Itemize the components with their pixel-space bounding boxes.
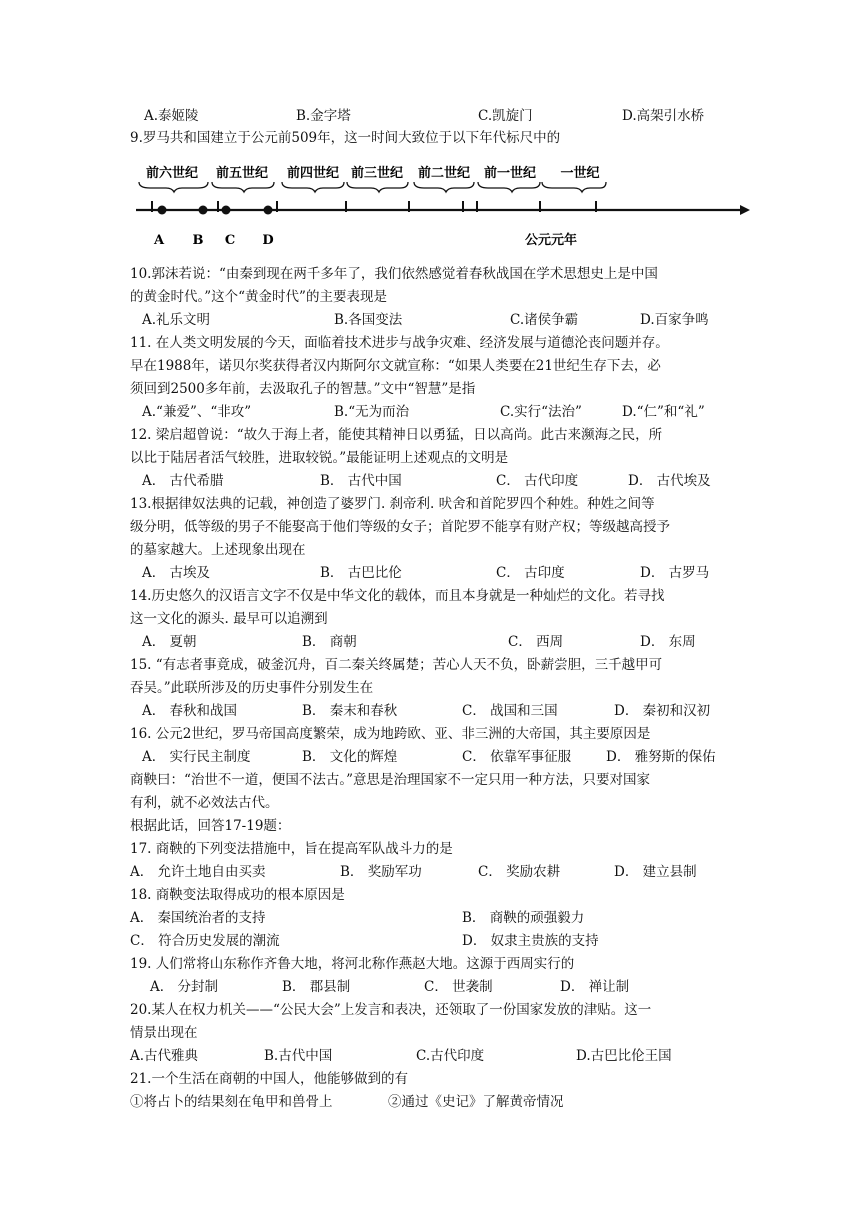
q19-option-a: A． 分封制 xyxy=(150,979,219,995)
q13-option-d: D． 古罗马 xyxy=(640,565,710,581)
q18-line: 18. 商鞅变法取得成功的根本原因是 xyxy=(130,887,345,903)
q16-option-a: A． 实行民主制度 xyxy=(142,749,251,765)
q21-item: ①将占卜的结果刻在龟甲和兽骨上 xyxy=(130,1094,333,1110)
q13-option-a: A． 古埃及 xyxy=(142,565,211,581)
q11-line: 11. 在人类文明发展的今天，面临着技术进步与战争灾难、经济发展与道德沦丧问题并存。 xyxy=(130,335,669,351)
q20-line: 20.某人在权力机关——“公民大会”上发言和表决，还领取了一份国家发放的津贴。这一 xyxy=(130,1002,652,1018)
q15-option-b: B． 秦末和春秋 xyxy=(302,703,398,719)
point-a-dot xyxy=(158,206,167,215)
century-label: 前二世纪 xyxy=(417,166,471,181)
q12-option-b: B． 古代中国 xyxy=(320,473,402,489)
point-d-dot xyxy=(264,206,273,215)
q17-line: 17. 商鞅的下列变法措施中，旨在提高军队战斗力的是 xyxy=(130,841,453,857)
century-label: 前一世纪 xyxy=(483,166,537,181)
q13-option-b: B． 古巴比伦 xyxy=(320,565,402,581)
q15-option-d: D． 秦初和汉初 xyxy=(614,703,711,719)
q20-option-b: B.古代中国 xyxy=(264,1048,333,1064)
passage-line: 商鞅曰：“治世不一道，便国不法古。”意思是治理国家不一定只用一种方法，只要对国家 xyxy=(130,772,651,788)
q13-line: 的墓家越大。上述现象出现在 xyxy=(130,542,306,558)
q14-option-a: A． 夏朝 xyxy=(142,634,197,650)
q18-option-d: D． 奴隶主贵族的支持 xyxy=(462,933,599,949)
point-c-dot xyxy=(222,206,231,215)
point-d-label: D xyxy=(262,233,274,248)
q20-option-c: C.古代印度 xyxy=(416,1048,485,1064)
q15-line: 吞吴。”此联所涉及的历史事件分别发生在 xyxy=(130,680,374,696)
q11-line: 早在1988年，诺贝尔奖获得者汉内斯阿尔文就宣称：“如果人类要在21世纪生存下去，必 xyxy=(130,358,661,374)
q10-line: 10.郭沫若说：“由秦到现在两千多年了，我们依然感觉着春秋战国在学术思想史上是中国 xyxy=(130,266,658,282)
point-c-label: C xyxy=(224,233,236,248)
q18-option-c: C． 符合历史发展的潮流 xyxy=(130,933,280,949)
q10-option-c: C.诸侯争霸 xyxy=(510,312,579,328)
passage-line: 根据此话，回答17-19题： xyxy=(130,818,291,834)
q10-line: 的黄金时代。”这个“黄金时代”的主要表现是 xyxy=(130,289,387,305)
century-label: 前四世纪 xyxy=(286,166,340,181)
q12-option-a: A． 古代希腊 xyxy=(142,473,224,489)
q11-option-a: A.“兼爱”、“非攻” xyxy=(142,404,252,420)
q19-option-d: D． 禅让制 xyxy=(560,979,630,995)
q10-option-b: B.各国变法 xyxy=(334,312,403,328)
q17-option-d: D． 建立县制 xyxy=(614,864,697,880)
q12-line: 以比于陆居者活气较胜，进取较锐。”最能证明上述观点的文明是 xyxy=(130,450,509,466)
q18-option-a: A． 秦国统治者的支持 xyxy=(130,910,266,926)
q16-option-b: B． 文化的辉煌 xyxy=(302,749,398,765)
q17-option-a: A． 允许土地自由买卖 xyxy=(130,864,266,880)
q8-option-b: B.金字塔 xyxy=(296,108,351,124)
q20-option-d: D.古巴比伦王国 xyxy=(576,1048,672,1064)
q19-option-c: C． 世袭制 xyxy=(424,979,493,995)
point-b-dot xyxy=(199,206,208,215)
q13-line: 级分明，低等级的男子不能娶高于他们等级的女子；首陀罗不能享有财产权；等级越高授予 xyxy=(130,519,670,535)
point-b-label: B xyxy=(192,233,204,248)
q10-option-d: D.百家争鸣 xyxy=(640,312,709,328)
q14-option-d: D． 东周 xyxy=(640,634,696,650)
q17-option-c: C． 奖励农耕 xyxy=(478,864,561,880)
q15-option-a: A． 春秋和战国 xyxy=(142,703,238,719)
century-label: 一世纪 xyxy=(560,166,600,181)
q15-option-c: C． 战国和三国 xyxy=(462,703,558,719)
q11-option-c: C.实行“法治” xyxy=(500,404,582,420)
q18-option-b: B． 商鞅的顽强毅力 xyxy=(462,910,585,926)
century-braces xyxy=(139,182,606,192)
q11-line: 须回到2500多年前，去汲取孔子的智慧。”文中“智慧”是指 xyxy=(130,381,476,397)
q14-option-b: B． 商朝 xyxy=(302,634,357,650)
q14-line: 这一文化的源头. 最早可以追溯到 xyxy=(130,611,328,627)
q16-option-d: D． 雅努斯的保佑 xyxy=(606,749,716,765)
q14-line: 14.历史悠久的汉语言文字不仅是中华文化的载体，而且本身就是一种灿烂的文化。若寻找 xyxy=(130,588,665,604)
passage-line: 有利，就不必效法古代。 xyxy=(130,795,279,811)
century-label: 前五世纪 xyxy=(215,166,269,181)
q11-option-d: D.“仁”和“礼” xyxy=(622,404,705,420)
q12-option-c: C． 古代印度 xyxy=(496,473,579,489)
century-label: 前六世纪 xyxy=(145,166,199,181)
q13-option-c: C． 古印度 xyxy=(496,565,565,581)
q20-option-a: A.古代雅典 xyxy=(130,1048,199,1064)
q20-line: 情景出现在 xyxy=(130,1025,198,1041)
q19-line: 19. 人们常将山东称作齐鲁大地，将河北称作燕赵大地。这源于西周实行的 xyxy=(130,956,575,972)
q17-option-b: B． 奖励军功 xyxy=(340,864,422,880)
q8-option-c: C.凯旋门 xyxy=(478,108,533,124)
century-label: 前三世纪 xyxy=(350,166,404,181)
q9-stem: 9.罗马共和国建立于公元前509年，这一时间大致位于以下年代标尺中的 xyxy=(130,130,561,146)
q12-option-d: D． 古代埃及 xyxy=(628,473,711,489)
q16-option-c: C． 依靠军事征服 xyxy=(462,749,572,765)
q16-line: 16. 公元2世纪，罗马帝国高度繁荣，成为地跨欧、亚、非三洲的大帝国，其主要原因是 xyxy=(130,726,651,742)
arrow-head-icon xyxy=(740,205,750,215)
q11-option-b: B.“无为而治 xyxy=(334,404,410,420)
q21-item: ②通过《史记》了解黄帝情况 xyxy=(388,1094,564,1110)
q12-line: 12. 梁启超曾说：“故久于海上者，能使其精神日以勇猛，日以高尚。此古来濒海之民，所 xyxy=(130,427,663,443)
q14-option-c: C． 西周 xyxy=(508,634,564,650)
q8-option-d: D.高架引水桥 xyxy=(622,108,705,124)
q19-option-b: B． 郡县制 xyxy=(282,979,351,995)
q10-option-a: A.礼乐文明 xyxy=(142,312,211,328)
timeline-ruler xyxy=(0,150,860,250)
q8-option-a: A.泰姬陵 xyxy=(144,108,199,124)
q21-line: 21.一个生活在商朝的中国人，他能够做到的有 xyxy=(130,1071,408,1087)
q15-line: 15. “有志者事竟成，破釜沉舟，百二秦关终属楚；苦心人天不负，卧薪尝胆，三千越甲可 xyxy=(130,657,663,673)
point-a-label: A xyxy=(153,233,165,248)
epoch-label: 公元元年 xyxy=(524,233,578,248)
q13-line: 13.根据律奴法典的记载，神创造了婆罗门. 刹帝利. 吠舍和首陀罗四个种姓。种姓之间等 xyxy=(130,496,655,512)
